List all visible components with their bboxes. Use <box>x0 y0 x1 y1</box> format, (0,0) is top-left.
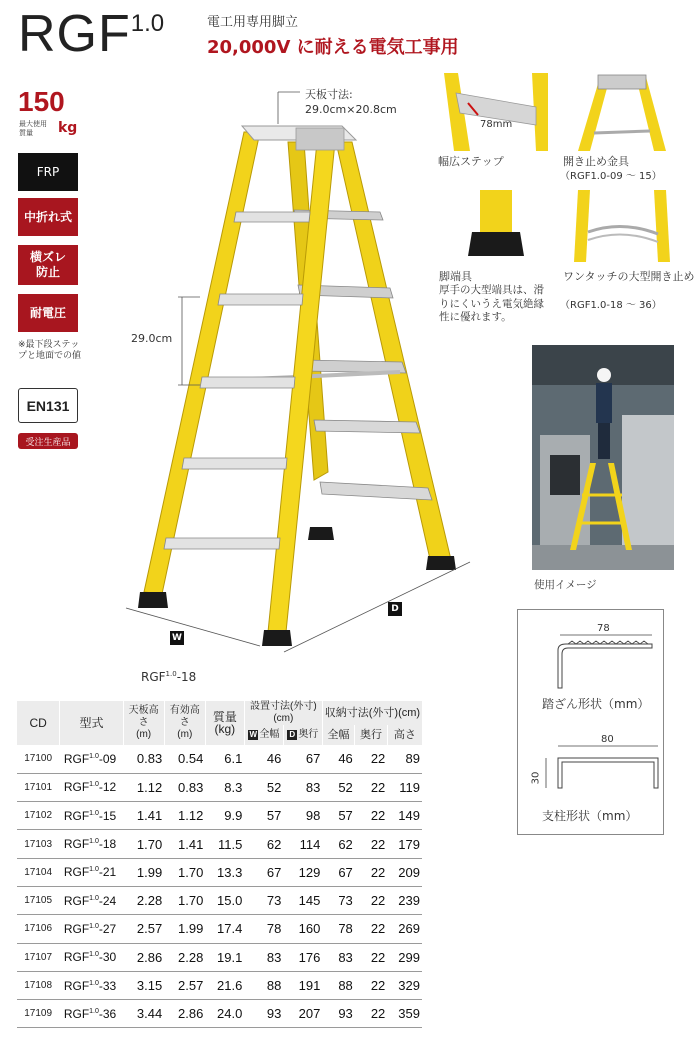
cell-sh: 239 <box>387 886 422 914</box>
cell-sd: 22 <box>355 886 387 914</box>
cell-d: 160 <box>283 915 322 943</box>
foot-photo <box>436 190 552 262</box>
model-sup: 1.0 <box>89 838 99 846</box>
w-marker: W <box>170 631 184 645</box>
front-step <box>182 458 287 469</box>
hinge-bracket <box>296 128 344 150</box>
model-prefix: RGF <box>63 1006 90 1021</box>
badge-antislip-text: 横ズレ防止 <box>30 250 67 279</box>
cell-cd: 17108 <box>17 971 60 999</box>
cell-cd: 17101 <box>17 773 60 801</box>
mass-unit: (kg) <box>214 722 236 736</box>
badge-voltage: 耐電圧 <box>18 294 78 332</box>
cell-w: 93 <box>244 1000 283 1028</box>
cell-w: 73 <box>244 886 283 914</box>
foot-front-right <box>262 630 292 646</box>
cell-sd: 22 <box>355 802 387 830</box>
col-mass <box>205 701 244 745</box>
stopper-range: （RGF1.0-09 ～ 15） <box>560 171 662 182</box>
worker-helmet <box>597 368 611 382</box>
cell-d: 83 <box>283 773 322 801</box>
cell-cd: 17103 <box>17 830 60 858</box>
worker-body <box>596 383 612 423</box>
cell-mass: 21.6 <box>205 971 244 999</box>
cell-model <box>60 1000 123 1028</box>
profile-diagram-box <box>517 609 664 835</box>
cell-top: 2.28 <box>123 886 164 914</box>
model-sup: 1.0 <box>89 894 99 902</box>
cell-eff: 1.41 <box>164 830 205 858</box>
cell-sh: 119 <box>387 773 422 801</box>
cell-mass: 11.5 <box>205 830 244 858</box>
cell-w: 83 <box>244 943 283 971</box>
cell-cd: 17107 <box>17 943 60 971</box>
cell-sh: 329 <box>387 971 422 999</box>
max-load-caption: 最大使用質量 <box>19 120 47 137</box>
cell-w: 78 <box>244 915 283 943</box>
usage-photo <box>532 345 674 570</box>
table-row <box>17 943 423 971</box>
cell-w: 46 <box>244 745 283 773</box>
top-dim-value: 29.0cm×20.8cm <box>305 103 397 116</box>
cell-d: 207 <box>283 1000 322 1028</box>
cell-w: 57 <box>244 802 283 830</box>
cell-sw: 73 <box>322 886 354 914</box>
cell-sd: 22 <box>355 971 387 999</box>
cell-w: 67 <box>244 858 283 886</box>
front-step <box>200 377 295 388</box>
cell-eff: 2.86 <box>164 1000 205 1028</box>
cell-top: 2.57 <box>123 915 164 943</box>
col-model: 型式 <box>60 701 123 745</box>
front-step <box>234 212 310 222</box>
model-prefix: RGF <box>63 950 90 965</box>
cell-sw: 78 <box>322 915 354 943</box>
cell-mass: 8.3 <box>205 773 244 801</box>
table-header-row <box>17 701 423 725</box>
cell-sd: 22 <box>355 773 387 801</box>
wide-step-caption: 幅広ステップ <box>438 155 504 168</box>
standard-badge: EN131 <box>18 388 78 423</box>
col-installed <box>244 701 322 725</box>
d-label: 奥行 <box>298 729 319 740</box>
cell-model <box>60 943 123 971</box>
model-sup: 1.0 <box>89 781 99 789</box>
cell-d: 176 <box>283 943 322 971</box>
model-prefix: RGF <box>63 837 90 852</box>
model-prefix: RGF <box>63 893 90 908</box>
col-w <box>244 725 283 745</box>
model-sup: 1.0 <box>89 1007 99 1015</box>
cell-sw: 57 <box>322 802 354 830</box>
col-s-width: 全幅 <box>322 725 354 745</box>
cell-w: 52 <box>244 773 283 801</box>
caption-prefix: RGF <box>141 670 166 684</box>
cell-mass: 19.1 <box>205 943 244 971</box>
d-box: D <box>287 730 297 740</box>
model-sup: 1.0 <box>89 979 99 987</box>
foot-rear-left <box>308 527 334 540</box>
leg-segment <box>480 190 512 234</box>
onetouch-caption: ワンタッチの大型開き止め <box>563 270 695 283</box>
cell-sd: 22 <box>355 830 387 858</box>
model-prefix: RGF <box>63 751 90 766</box>
model-suffix: -12 <box>98 780 117 795</box>
model-sup: 1.0 <box>89 752 99 760</box>
max-load-value: 150 <box>18 86 65 117</box>
cell-mass: 6.1 <box>205 745 244 773</box>
cell-sh: 89 <box>387 745 422 773</box>
model-sup: 1.0 <box>89 809 99 817</box>
cell-model <box>60 886 123 914</box>
model-suffix: -15 <box>98 808 117 823</box>
model-suffix: -24 <box>98 893 117 908</box>
cell-w: 62 <box>244 830 283 858</box>
cell-eff: 2.57 <box>164 971 205 999</box>
cell-sh: 299 <box>387 943 422 971</box>
cabinet <box>622 415 674 555</box>
cell-model <box>60 858 123 886</box>
cell-sd: 22 <box>355 915 387 943</box>
foot-cap <box>468 232 524 256</box>
wide-step-photo <box>436 73 552 151</box>
cell-d: 129 <box>283 858 322 886</box>
cell-cd: 17109 <box>17 1000 60 1028</box>
caption-suffix: -18 <box>176 670 197 684</box>
cell-d: 114 <box>283 830 322 858</box>
col-stored <box>322 701 422 725</box>
cell-d: 145 <box>283 886 322 914</box>
cell-eff: 1.70 <box>164 886 205 914</box>
cell-cd: 17106 <box>17 915 60 943</box>
cell-mass: 9.9 <box>205 802 244 830</box>
hinge-plate <box>598 75 646 89</box>
model-suffix: -21 <box>98 865 117 880</box>
model-prefix: RGF <box>63 808 90 823</box>
subtitle-small: 電工用専用脚立 <box>207 15 299 30</box>
cell-sh: 359 <box>387 1000 422 1028</box>
table-body <box>17 745 423 1028</box>
cell-top: 1.12 <box>123 773 164 801</box>
cell-mass: 24.0 <box>205 1000 244 1028</box>
cell-top: 3.15 <box>123 971 164 999</box>
col-effective-height <box>164 701 205 745</box>
model-prefix: RGF <box>63 921 90 936</box>
col-top-height <box>123 701 164 745</box>
stopper-caption: 開き止め金具 <box>563 155 629 168</box>
cell-sw: 88 <box>322 971 354 999</box>
subtitle-red: 20,000V に耐える電気工事用 <box>207 37 459 58</box>
model-sup: 1.0 <box>89 866 99 874</box>
step-pitch-label: 29.0cm <box>131 332 173 345</box>
model-suffix: -36 <box>98 1006 117 1021</box>
worker-legs <box>598 423 610 459</box>
model-prefix: RGF <box>63 978 90 993</box>
eff-height-text: 有効高さ <box>169 705 200 728</box>
tread-width: 78 <box>597 623 610 634</box>
ladder-illustration <box>110 80 480 680</box>
caption-sup: 1.0 <box>165 670 177 678</box>
cell-top: 1.41 <box>123 802 164 830</box>
cell-sw: 83 <box>322 943 354 971</box>
table-row <box>17 915 423 943</box>
cell-eff: 0.54 <box>164 745 205 773</box>
cell-eff: 1.12 <box>164 802 205 830</box>
onetouch-range: （RGF1.0-18 ～ 36） <box>560 300 662 311</box>
cell-model <box>60 915 123 943</box>
stored-unit: (cm) <box>398 707 421 719</box>
model-prefix: RGF <box>63 780 90 795</box>
cell-sd: 22 <box>355 745 387 773</box>
w-label: 全幅 <box>259 729 280 740</box>
table-row <box>17 773 423 801</box>
top-height-text: 天板高さ <box>128 705 159 728</box>
model-suffix: -18 <box>98 837 117 852</box>
cell-model <box>60 773 123 801</box>
post-label: 支柱形状（mm） <box>542 809 638 823</box>
foot-front-left <box>138 592 168 608</box>
cell-top: 0.83 <box>123 745 164 773</box>
wide-step-dim: 78mm <box>480 119 513 130</box>
cell-cd: 17105 <box>17 886 60 914</box>
col-cd: CD <box>17 701 60 745</box>
cell-mass: 13.3 <box>205 858 244 886</box>
post-height: 30 <box>530 771 542 785</box>
post-width: 80 <box>601 734 614 745</box>
cell-mass: 15.0 <box>205 886 244 914</box>
cell-sh: 269 <box>387 915 422 943</box>
front-step <box>218 294 303 305</box>
badge-antislip <box>18 245 78 285</box>
cell-top: 3.44 <box>123 1000 164 1028</box>
model-suffix: -33 <box>98 978 117 993</box>
col-s-height: 高さ <box>387 725 422 745</box>
cell-d: 67 <box>283 745 322 773</box>
cell-eff: 1.99 <box>164 915 205 943</box>
tread-label: 踏ざん形状（mm） <box>542 697 650 711</box>
cell-eff: 1.70 <box>164 858 205 886</box>
table-row <box>17 886 423 914</box>
cell-sd: 22 <box>355 943 387 971</box>
cell-sh: 179 <box>387 830 422 858</box>
cell-cd: 17100 <box>17 745 60 773</box>
cell-sd: 22 <box>355 858 387 886</box>
top-height-unit: (m) <box>136 729 152 740</box>
made-to-order-badge: 受注生産品 <box>18 433 78 449</box>
front-step <box>164 538 280 549</box>
cell-model <box>60 830 123 858</box>
d-dim-line <box>284 562 470 652</box>
cell-eff: 2.28 <box>164 943 205 971</box>
cell-cd: 17102 <box>17 802 60 830</box>
cell-w: 88 <box>244 971 283 999</box>
foot-caption: 脚端具 <box>439 270 472 283</box>
model-suffix: -09 <box>98 751 117 766</box>
cell-sh: 149 <box>387 802 422 830</box>
rear-leg-right <box>336 142 452 568</box>
usage-caption: 使用イメージ <box>534 579 597 591</box>
model-sup: 1.0 <box>89 951 99 959</box>
table-row <box>17 858 423 886</box>
post-profile <box>558 758 658 788</box>
cell-sd: 22 <box>355 1000 387 1028</box>
col-s-depth: 奥行 <box>355 725 387 745</box>
cell-top: 1.70 <box>123 830 164 858</box>
cell-sh: 209 <box>387 858 422 886</box>
rear-step <box>314 420 420 433</box>
figure-caption <box>141 667 196 684</box>
table-row <box>17 971 423 999</box>
cell-model <box>60 971 123 999</box>
cell-sw: 67 <box>322 858 354 886</box>
foot-description: 厚手の大型端具は、滑りにくいうえ電気絶縁性に優れます。 <box>439 284 544 323</box>
foot-rear-right <box>426 556 456 570</box>
cell-mass: 17.4 <box>205 915 244 943</box>
title-text: RGF <box>18 5 131 63</box>
eff-height-unit: (m) <box>177 729 193 740</box>
cell-cd: 17104 <box>17 858 60 886</box>
cell-model <box>60 802 123 830</box>
top-dim-label: 天板寸法: <box>305 88 353 101</box>
w-dim-line <box>126 608 260 646</box>
cell-top: 2.86 <box>123 943 164 971</box>
d-marker: D <box>388 602 402 616</box>
spec-table <box>16 701 422 1028</box>
floor <box>532 545 674 570</box>
measurement-note: ※最下段ステップと地面での値 <box>18 340 82 361</box>
model-suffix: -27 <box>98 921 117 936</box>
model-prefix: RGF <box>63 865 90 880</box>
model-sup: 1.0 <box>89 922 99 930</box>
cell-d: 191 <box>283 971 322 999</box>
col-d <box>283 725 322 745</box>
installed-text: 設置寸法(外寸) <box>249 701 317 712</box>
cell-sw: 46 <box>322 745 354 773</box>
cell-model <box>60 745 123 773</box>
panel-window <box>550 455 580 495</box>
profile-diagrams <box>518 610 663 834</box>
front-leg-left <box>144 132 260 594</box>
stopper-photo <box>572 73 672 151</box>
cell-sw: 93 <box>322 1000 354 1028</box>
installed-unit: (cm) <box>273 713 294 724</box>
model-suffix: -30 <box>98 950 117 965</box>
cell-d: 98 <box>283 802 322 830</box>
mass-text: 質量 <box>212 710 237 724</box>
title-version: 1.0 <box>130 10 165 37</box>
badge-fold: 中折れ式 <box>18 198 78 236</box>
table-row <box>17 745 423 773</box>
cell-sw: 52 <box>322 773 354 801</box>
badge-material: FRP <box>18 153 78 191</box>
table-row <box>17 830 423 858</box>
onetouch-photo <box>572 190 672 262</box>
max-load-unit: kg <box>58 120 78 136</box>
tread-profile <box>558 644 652 688</box>
product-title <box>18 5 165 63</box>
stored-text: 収納寸法(外寸) <box>324 707 399 719</box>
cell-top: 1.99 <box>123 858 164 886</box>
table-row <box>17 1000 423 1028</box>
cell-eff: 0.83 <box>164 773 205 801</box>
w-box: W <box>249 730 258 739</box>
table-row <box>17 802 423 830</box>
cell-sw: 62 <box>322 830 354 858</box>
stopper-bar <box>594 131 650 133</box>
